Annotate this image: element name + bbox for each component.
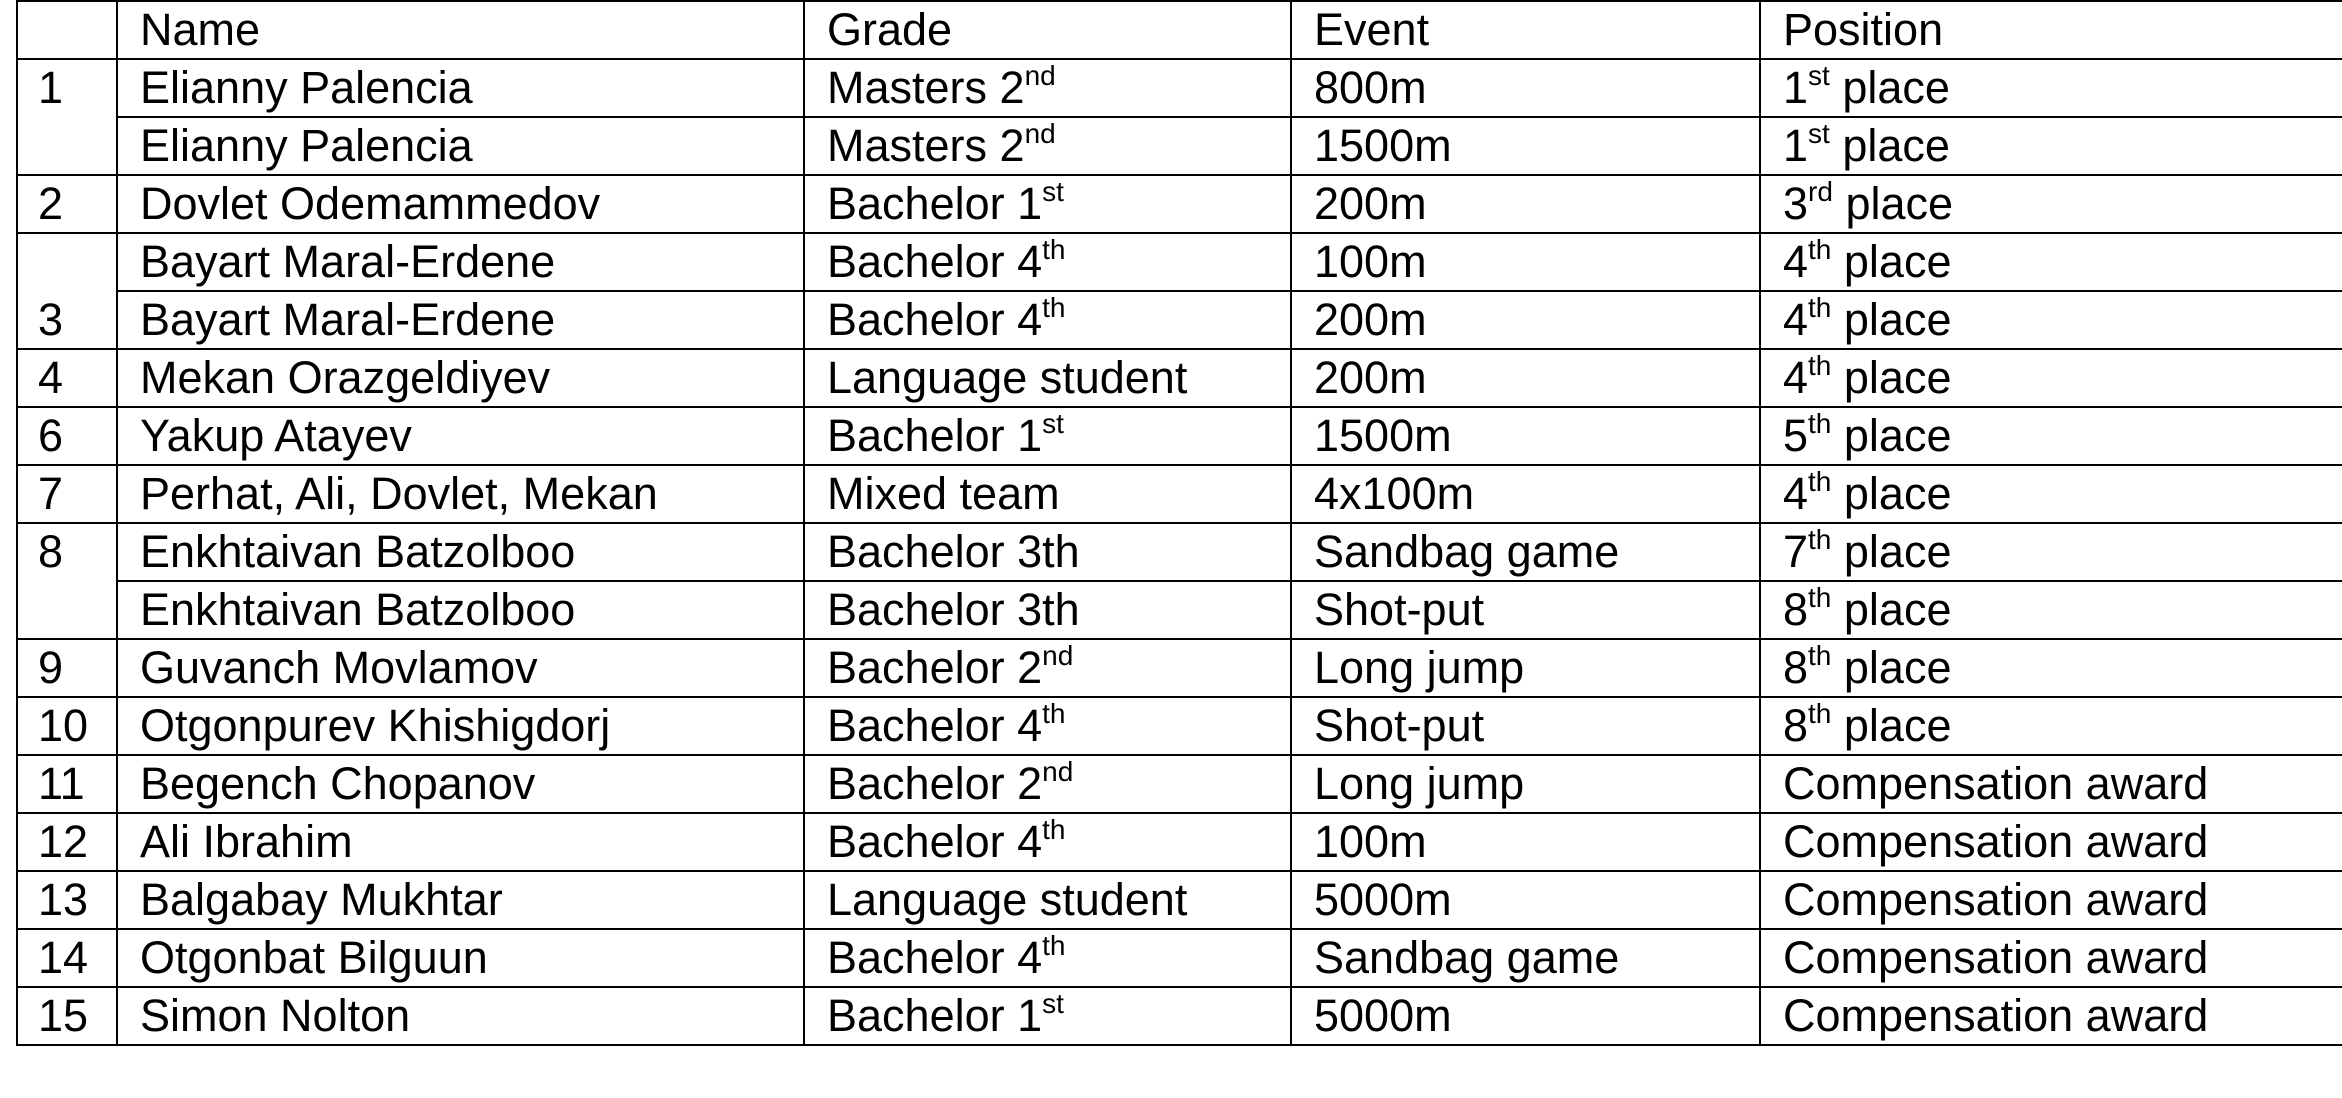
position-suffix: place <box>1831 410 1952 461</box>
grade-ordinal-suffix: st <box>1042 408 1064 439</box>
athlete-name-text: Guvanch Movlamov <box>140 642 538 693</box>
grade-ordinal-suffix: nd <box>1042 756 1074 787</box>
results-table-body <box>17 1 2342 1045</box>
event-text: 200m <box>1314 352 1427 403</box>
grade-ordinal-suffix: nd <box>1024 118 1056 149</box>
athlete-name-text: Simon Nolton <box>140 990 411 1041</box>
grade <box>804 117 1291 175</box>
position-text: 8 <box>1783 642 1809 693</box>
athlete-name <box>117 871 804 929</box>
position-text: 4 <box>1783 468 1809 519</box>
position-text: 1 <box>1783 62 1809 113</box>
position-suffix: place <box>1829 120 1950 171</box>
athlete-name <box>117 581 804 639</box>
event <box>1291 697 1760 755</box>
athlete-name-text: Yakup Atayev <box>140 410 412 461</box>
grade-ordinal-suffix: th <box>1042 234 1066 265</box>
grade <box>804 523 1291 581</box>
table-row <box>17 59 2342 117</box>
row-number: 15 <box>17 987 117 1045</box>
athlete-name <box>117 465 804 523</box>
athlete-name-text: Bayart Maral-Erdene <box>140 294 556 345</box>
position-ordinal-suffix: th <box>1808 466 1832 497</box>
grade-ordinal-suffix: th <box>1042 698 1066 729</box>
event-text: Sandbag game <box>1314 932 1620 983</box>
position-text: 8 <box>1783 584 1809 635</box>
event <box>1291 581 1760 639</box>
header-event: Event <box>1291 1 1760 59</box>
athlete-name-text: Otgonpurev Khishigdorj <box>140 700 611 751</box>
grade-text: Bachelor 2 <box>827 758 1043 809</box>
position <box>1760 465 2342 523</box>
table-row <box>17 871 2342 929</box>
event <box>1291 987 1760 1045</box>
grade-text: Language student <box>827 874 1188 925</box>
grade <box>804 407 1291 465</box>
position-ordinal-suffix: th <box>1808 408 1832 439</box>
athlete-name <box>117 117 804 175</box>
grade <box>804 233 1291 291</box>
table-row <box>17 639 2342 697</box>
grade-text: Bachelor 2 <box>827 642 1043 693</box>
position-text: Compensation award <box>1783 758 2209 809</box>
header-row <box>17 1 2342 59</box>
event <box>1291 407 1760 465</box>
results-table <box>16 0 2342 1046</box>
position <box>1760 117 2342 175</box>
athlete-name-text: Dovlet Odemammedov <box>140 178 601 229</box>
row-number: 6 <box>17 407 117 465</box>
grade-ordinal-suffix: st <box>1042 176 1064 207</box>
grade <box>804 697 1291 755</box>
event-text: 200m <box>1314 178 1427 229</box>
position-ordinal-suffix: st <box>1808 60 1830 91</box>
event-text: 5000m <box>1314 874 1452 925</box>
athlete-name-text: Begench Chopanov <box>140 758 536 809</box>
athlete-name-text: Ali Ibrahim <box>140 816 353 867</box>
header-grade: Grade <box>804 1 1291 59</box>
table-row <box>17 407 2342 465</box>
grade-text: Language student <box>827 352 1188 403</box>
position-text: Compensation award <box>1783 874 2209 925</box>
athlete-name-text: Perhat, Ali, Dovlet, Mekan <box>140 468 658 519</box>
grade-text: Bachelor 4 <box>827 816 1043 867</box>
event <box>1291 59 1760 117</box>
position-ordinal-suffix: rd <box>1808 176 1833 207</box>
row-number: 9 <box>17 639 117 697</box>
athlete-name <box>117 929 804 987</box>
grade-text: Bachelor 1 <box>827 178 1043 229</box>
row-number: 7 <box>17 465 117 523</box>
grade-text: Bachelor 1 <box>827 990 1043 1041</box>
table-row <box>17 813 2342 871</box>
row-number: 4 <box>17 349 117 407</box>
header-number <box>17 1 117 59</box>
position <box>1760 987 2342 1045</box>
position-text: Compensation award <box>1783 816 2209 867</box>
event-text: 100m <box>1314 236 1427 287</box>
grade <box>804 59 1291 117</box>
grade <box>804 871 1291 929</box>
position-ordinal-suffix: th <box>1808 350 1832 381</box>
header-position: Position <box>1760 1 2342 59</box>
event <box>1291 117 1760 175</box>
grade-text: Bachelor 4 <box>827 294 1043 345</box>
position <box>1760 639 2342 697</box>
athlete-name <box>117 291 804 349</box>
position-suffix: place <box>1832 178 1954 229</box>
table-row <box>17 523 2342 581</box>
table-row <box>17 581 2342 639</box>
grade <box>804 349 1291 407</box>
grade <box>804 175 1291 233</box>
position <box>1760 523 2342 581</box>
position-text: 1 <box>1783 120 1809 171</box>
position <box>1760 349 2342 407</box>
event <box>1291 465 1760 523</box>
event <box>1291 929 1760 987</box>
position <box>1760 929 2342 987</box>
row-number: 8 <box>17 523 117 639</box>
position-ordinal-suffix: th <box>1808 292 1832 323</box>
table-row <box>17 175 2342 233</box>
table-row <box>17 349 2342 407</box>
athlete-name <box>117 813 804 871</box>
grade-text: Bachelor 4 <box>827 932 1043 983</box>
event-text: 1500m <box>1314 410 1452 461</box>
event-text: Sandbag game <box>1314 526 1620 577</box>
position-suffix: place <box>1831 526 1952 577</box>
position <box>1760 407 2342 465</box>
event-text: 200m <box>1314 294 1427 345</box>
athlete-name-text: Elianny Palencia <box>140 120 473 171</box>
athlete-name <box>117 523 804 581</box>
event-text: 100m <box>1314 816 1427 867</box>
grade-text: Mixed team <box>827 468 1060 519</box>
table-row <box>17 117 2342 175</box>
grade-text: Masters 2 <box>827 120 1025 171</box>
athlete-name <box>117 407 804 465</box>
row-number: 2 <box>17 175 117 233</box>
grade <box>804 581 1291 639</box>
event <box>1291 813 1760 871</box>
header-name: Name <box>117 1 804 59</box>
position <box>1760 581 2342 639</box>
grade-text: Bachelor 3th <box>827 584 1080 635</box>
position <box>1760 871 2342 929</box>
athlete-name <box>117 175 804 233</box>
position-text: 5 <box>1783 410 1809 461</box>
event-text: Long jump <box>1314 642 1525 693</box>
grade <box>804 813 1291 871</box>
position-text: 4 <box>1783 352 1809 403</box>
athlete-name-text: Otgonbat Bilguun <box>140 932 488 983</box>
grade-ordinal-suffix: th <box>1042 292 1066 323</box>
position-suffix: place <box>1831 468 1952 519</box>
grade-text: Bachelor 3th <box>827 526 1080 577</box>
position-suffix: place <box>1831 236 1952 287</box>
event-text: Long jump <box>1314 758 1525 809</box>
athlete-name <box>117 697 804 755</box>
grade-ordinal-suffix: st <box>1042 988 1064 1019</box>
row-number: 12 <box>17 813 117 871</box>
row-number: 14 <box>17 929 117 987</box>
athlete-name-text: Enkhtaivan Batzolboo <box>140 526 576 577</box>
table-row <box>17 291 2342 349</box>
table-row <box>17 465 2342 523</box>
position-ordinal-suffix: th <box>1808 582 1832 613</box>
position-ordinal-suffix: th <box>1808 234 1832 265</box>
position-suffix: place <box>1831 642 1952 693</box>
table-row <box>17 929 2342 987</box>
athlete-name <box>117 987 804 1045</box>
position-suffix: place <box>1831 584 1952 635</box>
position-text: 3 <box>1783 178 1809 229</box>
event <box>1291 291 1760 349</box>
position-text: 4 <box>1783 294 1809 345</box>
row-number: 3 <box>17 233 117 349</box>
position-text: 8 <box>1783 700 1809 751</box>
position-ordinal-suffix: th <box>1808 524 1832 555</box>
position-suffix: place <box>1831 700 1952 751</box>
athlete-name <box>117 349 804 407</box>
event-text: Shot-put <box>1314 700 1485 751</box>
grade-ordinal-suffix: nd <box>1024 60 1056 91</box>
position-suffix: place <box>1831 352 1952 403</box>
athlete-name-text: Balgabay Mukhtar <box>140 874 503 925</box>
position-ordinal-suffix: th <box>1808 698 1832 729</box>
grade-ordinal-suffix: th <box>1042 930 1066 961</box>
event <box>1291 639 1760 697</box>
event <box>1291 349 1760 407</box>
row-number: 13 <box>17 871 117 929</box>
grade <box>804 465 1291 523</box>
position-text: Compensation award <box>1783 932 2209 983</box>
grade <box>804 755 1291 813</box>
athlete-name <box>117 59 804 117</box>
athlete-name-text: Elianny Palencia <box>140 62 473 113</box>
event <box>1291 523 1760 581</box>
grade-text: Bachelor 1 <box>827 410 1043 461</box>
position <box>1760 175 2342 233</box>
row-number: 1 <box>17 59 117 175</box>
position <box>1760 697 2342 755</box>
event <box>1291 755 1760 813</box>
grade <box>804 639 1291 697</box>
athlete-name <box>117 639 804 697</box>
row-number: 10 <box>17 697 117 755</box>
event <box>1291 233 1760 291</box>
grade <box>804 929 1291 987</box>
position <box>1760 233 2342 291</box>
event-text: Shot-put <box>1314 584 1485 635</box>
position-ordinal-suffix: st <box>1808 118 1830 149</box>
table-row <box>17 697 2342 755</box>
position-suffix: place <box>1831 294 1952 345</box>
position <box>1760 291 2342 349</box>
position <box>1760 59 2342 117</box>
athlete-name-text: Enkhtaivan Batzolboo <box>140 584 576 635</box>
event <box>1291 871 1760 929</box>
table-row <box>17 987 2342 1045</box>
event-text: 5000m <box>1314 990 1452 1041</box>
event-text: 1500m <box>1314 120 1452 171</box>
position-ordinal-suffix: th <box>1808 640 1832 671</box>
grade-text: Bachelor 4 <box>827 236 1043 287</box>
grade <box>804 987 1291 1045</box>
grade-text: Bachelor 4 <box>827 700 1043 751</box>
position-suffix: place <box>1829 62 1950 113</box>
grade-text: Masters 2 <box>827 62 1025 113</box>
position-text: Compensation award <box>1783 990 2209 1041</box>
athlete-name-text: Bayart Maral-Erdene <box>140 236 556 287</box>
table-row <box>17 233 2342 291</box>
position <box>1760 755 2342 813</box>
grade <box>804 291 1291 349</box>
grade-ordinal-suffix: th <box>1042 814 1066 845</box>
position-text: 4 <box>1783 236 1809 287</box>
position-text: 7 <box>1783 526 1809 577</box>
athlete-name <box>117 755 804 813</box>
grade-ordinal-suffix: nd <box>1042 640 1074 671</box>
event-text: 4x100m <box>1314 468 1475 519</box>
athlete-name <box>117 233 804 291</box>
position <box>1760 813 2342 871</box>
event <box>1291 175 1760 233</box>
row-number: 11 <box>17 755 117 813</box>
event-text: 800m <box>1314 62 1427 113</box>
athlete-name-text: Mekan Orazgeldiyev <box>140 352 551 403</box>
table-row <box>17 755 2342 813</box>
